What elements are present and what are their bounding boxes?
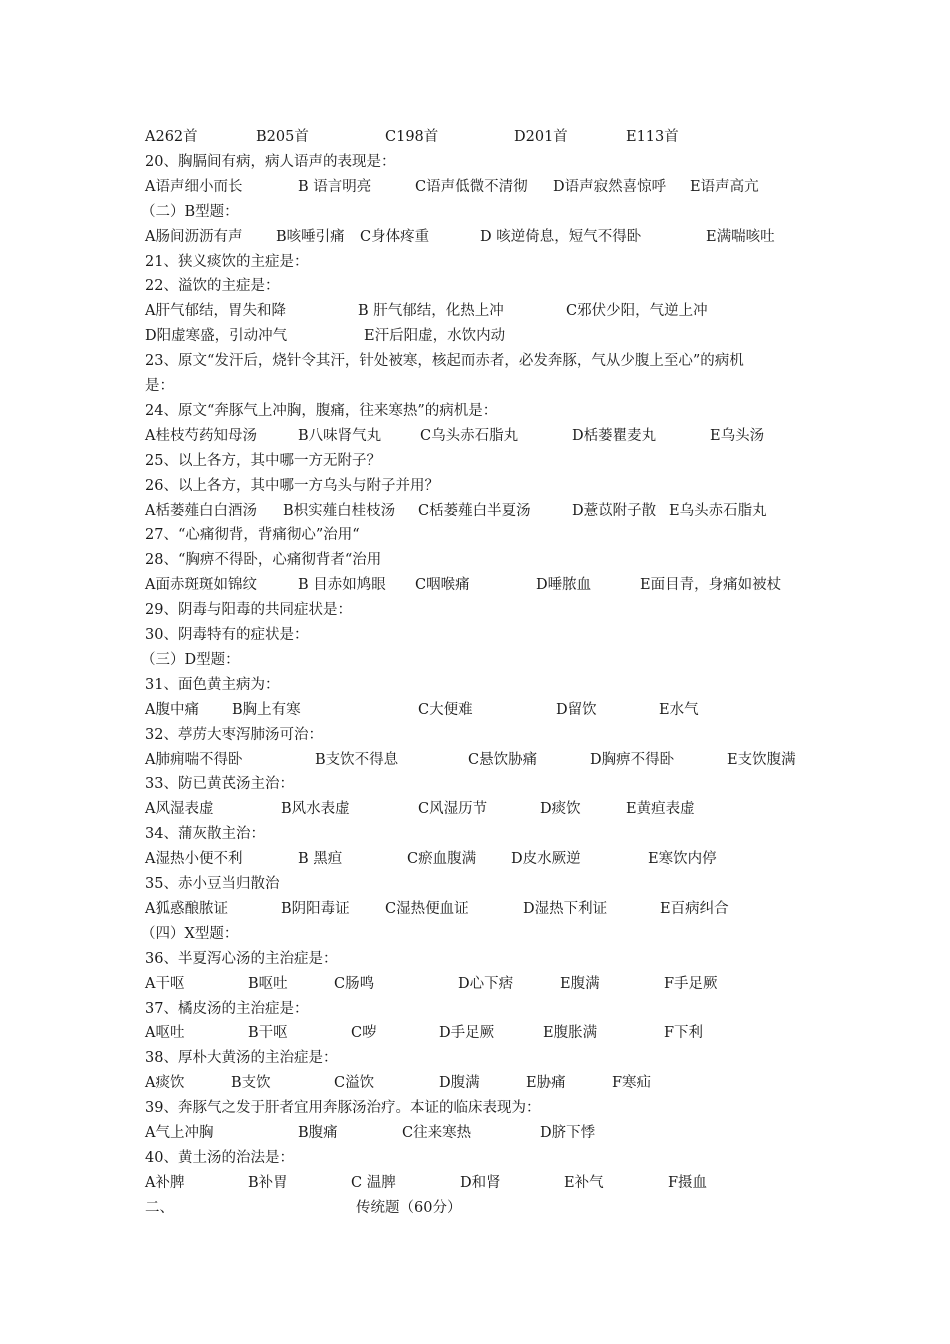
text-segment: A肺痈喘不得卧	[145, 751, 243, 768]
text-line	[0, 475, 950, 497]
text-segment: 33、防已黄芪汤主治：	[145, 776, 294, 793]
text-segment: 35、赤小豆当归散治	[145, 876, 280, 892]
text-segment: 29、阴毒与阳毒的共同症状是：	[145, 602, 352, 619]
text-segment: B干呕	[248, 1025, 288, 1042]
text-segment: B 语言明亮	[298, 178, 372, 195]
text-segment: 是：	[145, 378, 174, 394]
text-segment: C栝蒌薤白半夏汤	[418, 502, 531, 519]
text-segment: B支饮不得息	[315, 751, 399, 768]
text-segment: C悬饮胁痛	[468, 751, 538, 768]
text-segment: D201首	[514, 129, 568, 145]
text-segment: B枳实薤白桂枝汤	[283, 502, 396, 519]
text-segment: D胸痹不得卧	[590, 751, 675, 768]
text-segment: B八味肾气丸	[298, 427, 382, 444]
text-segment: A肝气郁结，胃失和降	[145, 303, 286, 320]
text-line	[0, 773, 950, 795]
text-segment: B胸上有寒	[232, 701, 301, 718]
text-segment: C语声低微不清彻	[415, 178, 528, 195]
text-segment: 36、半夏泻心汤的主治症是：	[145, 950, 338, 967]
text-segment: C瘀血腹满	[407, 851, 477, 868]
text-line	[0, 973, 950, 995]
text-segment: E满喘咳吐	[706, 228, 775, 245]
text-segment: B腹痛	[298, 1125, 338, 1141]
text-line	[0, 201, 950, 223]
text-segment: 32、葶苈大枣泻肺汤可治：	[145, 726, 323, 743]
text-segment: C身体疼重	[360, 228, 430, 245]
text-segment: B 黑疸	[298, 851, 343, 868]
text-segment: B205首	[256, 129, 309, 145]
text-segment: C邪伏少阳，气逆上冲	[566, 303, 708, 320]
text-segment: A语声细小而长	[145, 178, 243, 195]
text-segment: C198首	[385, 129, 439, 145]
text-segment: 30、阴毒特有的症状是：	[145, 627, 309, 643]
text-segment: A湿热小便不利	[145, 851, 243, 868]
text-segment: D唾脓血	[536, 577, 592, 594]
text-segment: E水气	[659, 701, 699, 718]
text-segment: B支饮	[231, 1075, 271, 1092]
text-segment: D心下痞	[458, 975, 514, 992]
text-line	[0, 549, 950, 571]
text-segment: F手足厥	[664, 975, 718, 992]
text-segment: C溢饮	[334, 1075, 375, 1092]
text-segment: A呕吐	[145, 1025, 185, 1042]
text-line	[0, 1072, 950, 1094]
text-line	[0, 724, 950, 746]
text-line	[0, 425, 950, 447]
text-segment: E面目青，身痛如被杖	[640, 577, 782, 594]
text-segment: A肠间沥沥有声	[145, 228, 243, 245]
text-segment: D和肾	[460, 1174, 501, 1191]
text-segment: B补胃	[248, 1174, 288, 1191]
text-line	[0, 126, 950, 148]
text-line	[0, 226, 950, 248]
text-segment: B 目赤如鸠眼	[298, 577, 386, 594]
text-segment: （三）D型题：	[141, 651, 240, 668]
text-segment: B 肝气郁结，化热上冲	[358, 303, 504, 320]
text-segment: A气上冲胸	[145, 1125, 214, 1141]
text-segment: 24、原文“奔豚气上冲胸，腹痛，往来寒热”的病机是：	[145, 402, 498, 419]
text-line	[0, 599, 950, 621]
text-segment: E乌头汤	[710, 427, 765, 444]
text-segment: B咳唾引痛	[276, 228, 345, 245]
text-segment: D腹满	[439, 1075, 480, 1092]
text-segment: E黄疸表虚	[626, 801, 695, 818]
text-segment: C往来寒热	[402, 1125, 472, 1141]
text-segment: B风水表虚	[281, 801, 350, 818]
text-segment: A风湿表虚	[145, 801, 214, 818]
text-segment: E腹胀满	[543, 1025, 598, 1042]
text-segment: （二）B型题：	[141, 203, 239, 220]
text-segment: 34、蒲灰散主治：	[145, 826, 265, 843]
text-segment: D语声寂然喜惊呼	[553, 178, 667, 195]
text-segment: 39、奔豚气之发于肝者宜用奔豚汤治疗。本证的临床表现为：	[145, 1100, 541, 1117]
text-segment: A痰饮	[145, 1075, 185, 1092]
text-line	[0, 524, 950, 546]
text-line	[0, 275, 950, 297]
text-segment: D薏苡附子散	[572, 502, 657, 519]
text-segment: E补气	[564, 1174, 604, 1191]
text-segment: 31、面色黄主病为：	[145, 676, 280, 693]
text-line	[0, 1097, 950, 1119]
text-line	[0, 400, 950, 422]
text-line	[0, 749, 950, 771]
text-line	[0, 251, 950, 273]
text-line	[0, 500, 950, 522]
text-segment: 40、黄土汤的治法是：	[145, 1149, 294, 1166]
text-segment: A桂枝芍药知母汤	[145, 427, 257, 444]
text-segment: 二、	[145, 1199, 174, 1216]
text-line	[0, 823, 950, 845]
text-segment: 28、“胸痹不得卧，心痛彻背者“治用	[145, 552, 382, 569]
text-segment: E支饮腹满	[727, 751, 796, 768]
text-line	[0, 450, 950, 472]
text-segment: A干呕	[145, 975, 185, 992]
text-segment: F下利	[664, 1025, 704, 1042]
text-line	[0, 1047, 950, 1069]
text-segment: 25、以上各方，其中哪一方无附子？	[145, 452, 381, 469]
text-segment: C大便难	[418, 701, 473, 718]
text-segment: C咽喉痛	[415, 577, 470, 594]
text-segment: 38、厚朴大黄汤的主治症是：	[145, 1050, 338, 1067]
text-segment: D留饮	[556, 701, 597, 718]
text-segment: A栝蒌薤白白酒汤	[145, 502, 257, 519]
text-segment: A面赤斑斑如锦纹	[145, 577, 257, 594]
text-segment: 20、胸膈间有病，病人语声的表现是：	[145, 153, 396, 170]
text-segment: E语声高亢	[690, 178, 759, 195]
text-segment: C湿热便血证	[385, 900, 469, 917]
text-segment: C乌头赤石脂丸	[420, 427, 519, 444]
text-line	[0, 699, 950, 721]
text-segment: 21、狭义痰饮的主症是：	[145, 253, 309, 270]
text-segment: （四）X型题：	[141, 925, 239, 942]
text-segment: A狐惑酿脓证	[145, 900, 228, 917]
text-line	[0, 176, 950, 198]
text-segment: B呕吐	[248, 975, 288, 992]
text-segment: D 咳逆倚息，短气不得卧	[480, 228, 642, 245]
text-segment: E胁痛	[526, 1075, 566, 1092]
text-segment: D痰饮	[540, 801, 581, 818]
text-line	[0, 574, 950, 596]
text-line	[0, 300, 950, 322]
text-segment: D湿热下利证	[523, 900, 608, 917]
text-line	[0, 1147, 950, 1169]
text-line	[0, 998, 950, 1020]
text-segment: 26、以上各方，其中哪一方乌头与附子并用？	[145, 477, 439, 494]
text-segment: D皮水厥逆	[511, 851, 581, 868]
text-line	[0, 1122, 950, 1144]
text-segment: 22、溢饮的主症是：	[145, 278, 280, 295]
text-line	[0, 674, 950, 696]
text-segment: D阳虚寒盛，引动冲气	[145, 328, 288, 345]
text-segment: D脐下悸	[540, 1125, 596, 1141]
text-line	[0, 375, 950, 397]
text-segment: 传统题（60分）	[356, 1199, 462, 1216]
text-line	[0, 1197, 950, 1219]
text-segment: E113首	[626, 129, 679, 145]
text-line	[0, 948, 950, 970]
text-line	[0, 350, 950, 372]
text-segment: 23、原文“发汗后，烧针令其汗，针处被寒，核起而赤者，必发奔豚，气从少腹上至心”的病机	[145, 353, 744, 370]
text-segment: C哕	[351, 1025, 377, 1042]
text-segment: A腹中痛	[145, 701, 199, 718]
text-segment: A262首	[145, 129, 198, 145]
text-segment: A补脾	[145, 1174, 185, 1191]
text-segment: 27、“心痛彻背，背痛彻心”治用“	[145, 527, 360, 544]
text-line	[0, 1172, 950, 1194]
text-line	[0, 624, 950, 646]
text-segment: C 温脾	[351, 1174, 396, 1191]
text-line	[0, 923, 950, 945]
text-segment: E百病纠合	[660, 900, 729, 917]
text-segment: C风湿历节	[418, 801, 488, 818]
text-segment: F寒疝	[612, 1075, 652, 1092]
text-segment: D栝蒌瞿麦丸	[572, 427, 657, 444]
text-segment: 37、橘皮汤的主治症是：	[145, 1000, 309, 1017]
text-line	[0, 898, 950, 920]
text-segment: D手足厥	[439, 1025, 495, 1042]
text-line	[0, 325, 950, 347]
text-segment: B阴阳毒证	[281, 900, 350, 917]
text-line	[0, 798, 950, 820]
text-line	[0, 1022, 950, 1044]
text-line	[0, 873, 950, 895]
text-segment: E乌头赤石脂丸	[669, 502, 767, 519]
text-line	[0, 649, 950, 671]
text-segment: E汗后阳虚，水饮内动	[364, 328, 506, 345]
text-segment: E腹满	[560, 975, 600, 992]
text-line	[0, 848, 950, 870]
text-line	[0, 151, 950, 173]
text-segment: C肠鸣	[334, 975, 375, 992]
text-segment: F摄血	[668, 1174, 708, 1191]
text-segment: E寒饮内停	[648, 851, 717, 868]
